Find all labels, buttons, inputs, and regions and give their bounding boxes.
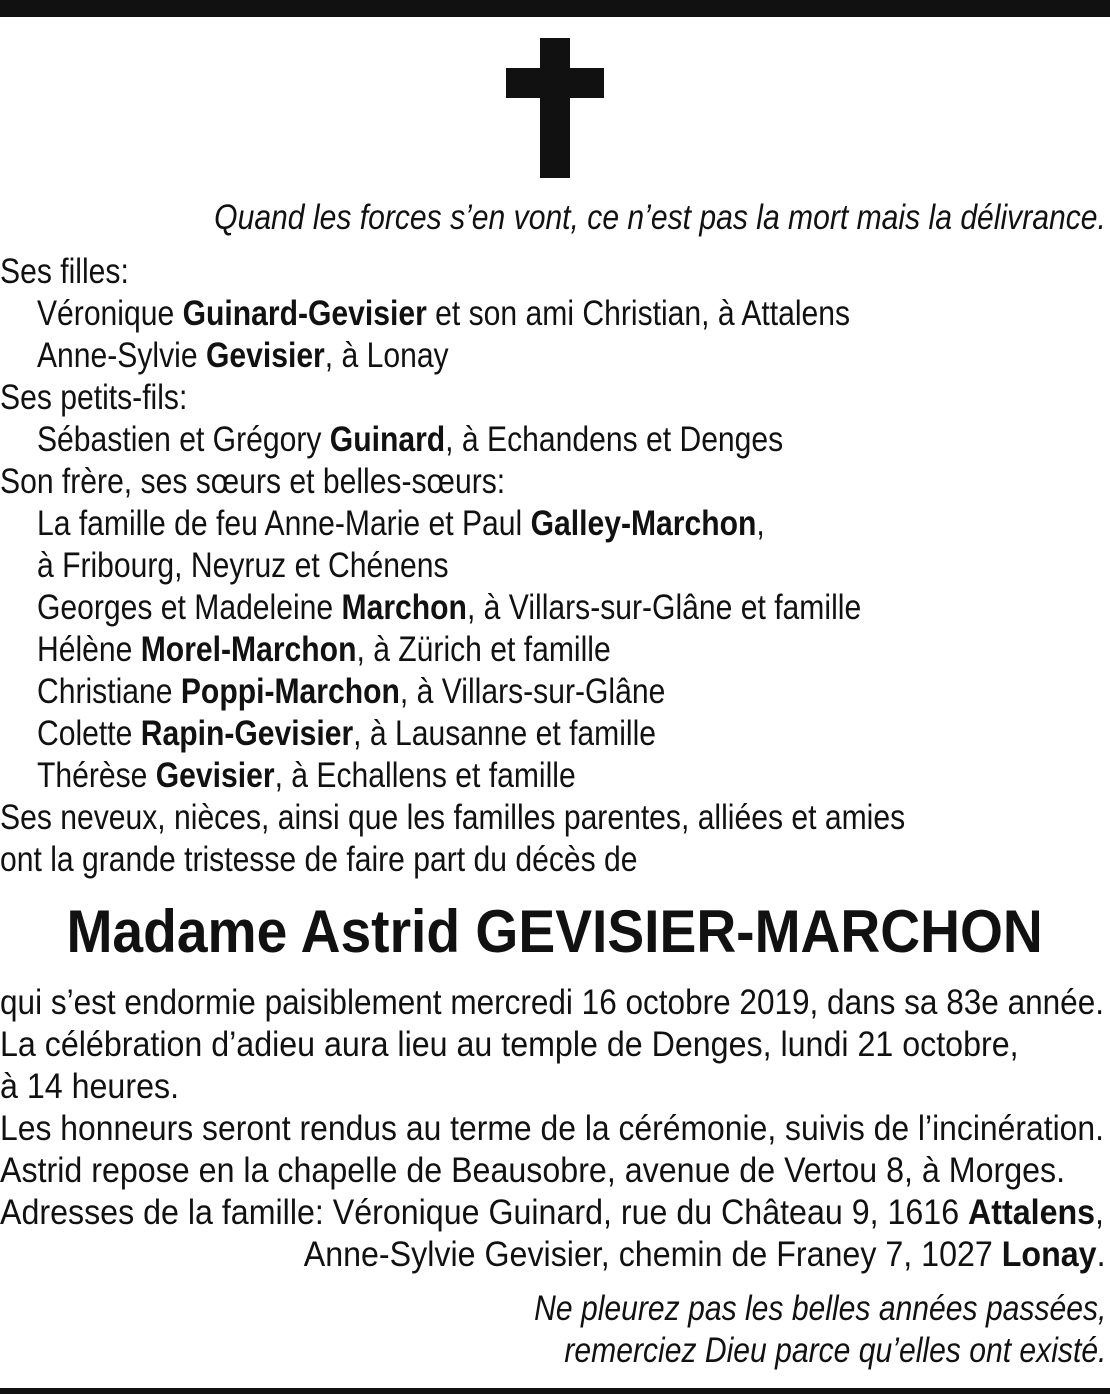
family-entry: Anne-Sylvie Gevisier, à Lonay bbox=[36, 336, 449, 375]
closing-line: Ne pleurez pas les belles années passées, bbox=[533, 1289, 1106, 1328]
family-entry: Georges et Madeleine Marchon, à Villars-sur-Glâne et famille bbox=[36, 588, 862, 627]
bottom-rule bbox=[0, 1388, 1110, 1394]
family-entry: Sébastien et Grégory Guinard, à Echandens et Denges bbox=[36, 420, 784, 459]
family-entry: Hélène Morel-Marchon, à Zürich et famille bbox=[36, 630, 611, 669]
family-list bbox=[0, 251, 1110, 881]
top-rule bbox=[0, 0, 1110, 17]
detail-line: Les honneurs seront rendus au terme de la cérémonie, suivis de l’incinération. bbox=[0, 1109, 1104, 1148]
family-heading-siblings: Son frère, ses sœurs et belles-sœurs: bbox=[0, 462, 506, 501]
closing-line: remerciez Dieu parce qu’elles ont existé. bbox=[563, 1331, 1106, 1370]
family-heading-grandsons: Ses petits-fils: bbox=[0, 378, 188, 417]
family-heading-daughters: Ses filles: bbox=[0, 252, 129, 291]
family-entry: Véronique Guinard-Gevisier et son ami Christian, à Attalens bbox=[36, 294, 851, 333]
detail-line: Astrid repose en la chapelle de Beausobre, avenue de Vertou 8, à Morges. bbox=[0, 1151, 1066, 1190]
family-entry: à Fribourg, Neyruz et Chénens bbox=[36, 546, 449, 585]
family-entry: Christiane Poppi-Marchon, à Villars-sur-Glâne bbox=[36, 672, 666, 711]
family-entry: Thérèse Gevisier, à Echallens et famille bbox=[36, 756, 576, 795]
family-entry: Colette Rapin-Gevisier, à Lausanne et famille bbox=[36, 714, 657, 753]
family-heading-relatives: Ses neveux, nièces, ainsi que les familles parentes, alliées et amies bbox=[0, 798, 906, 837]
detail-line: qui s’est endormie paisiblement mercredi 16 octobre 2019, dans sa 83e année. bbox=[0, 983, 1104, 1022]
cross-icon bbox=[506, 38, 604, 178]
closing-verse bbox=[441, 1288, 1106, 1372]
detail-line: La célébration d’adieu aura lieu au temple de Denges, lundi 21 octobre, bbox=[0, 1025, 1019, 1064]
deceased-name: Madame Astrid GEVISIER-MARCHON bbox=[66, 898, 1044, 965]
announcement-line: ont la grande tristesse de faire part du décès de bbox=[0, 840, 638, 879]
family-address-line: Adresses de la famille: Véronique Guinard, rue du Château 9, 1616 Attalens, bbox=[0, 1193, 1104, 1232]
family-address-line: Anne-Sylvie Gevisier, chemin de Franey 7, 1027 Lonay. bbox=[304, 1235, 1106, 1274]
ceremony-details bbox=[0, 982, 1110, 1276]
detail-line: à 14 heures. bbox=[0, 1067, 180, 1106]
epigraph: Quand les forces s’en vont, ce n’est pas la mort mais la délivrance. bbox=[214, 198, 1106, 237]
family-entry: La famille de feu Anne-Marie et Paul Galley-Marchon, bbox=[36, 504, 765, 543]
